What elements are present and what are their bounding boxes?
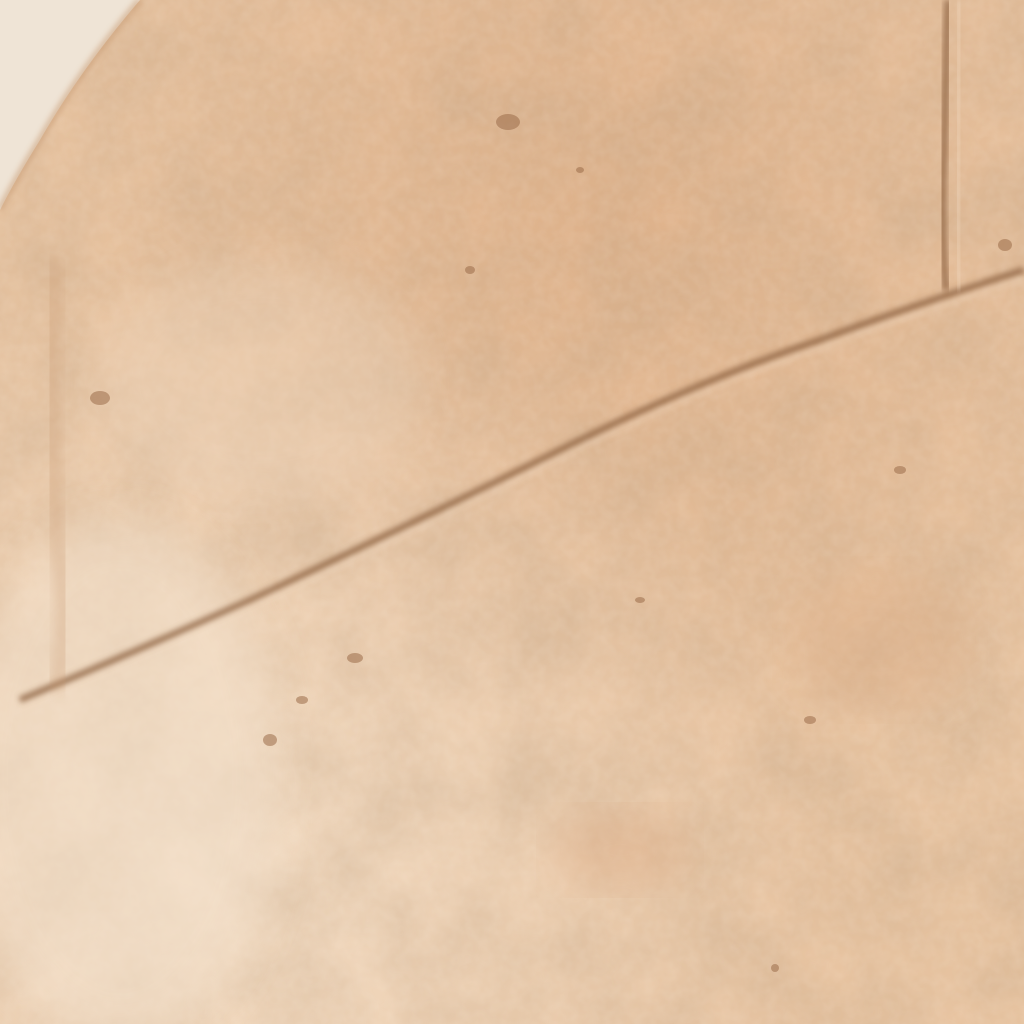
stone-pit [804,716,816,724]
stone-pit [635,597,645,603]
stone-stain [790,570,970,710]
mortar-joint-vertical [942,0,948,290]
stone-pit [998,239,1012,251]
mortar-joint-highlight [957,0,960,290]
stone-pit [465,266,475,274]
stone-stain [550,810,690,890]
stone-pit [576,167,584,173]
light-patch [100,260,420,500]
stone-pit [347,653,363,663]
stone-pit [263,734,277,746]
stone-pit [496,114,520,130]
stone-pit [771,964,779,972]
stone-pit [296,696,308,704]
stone-pit [894,466,906,474]
stone-pit [90,391,110,405]
